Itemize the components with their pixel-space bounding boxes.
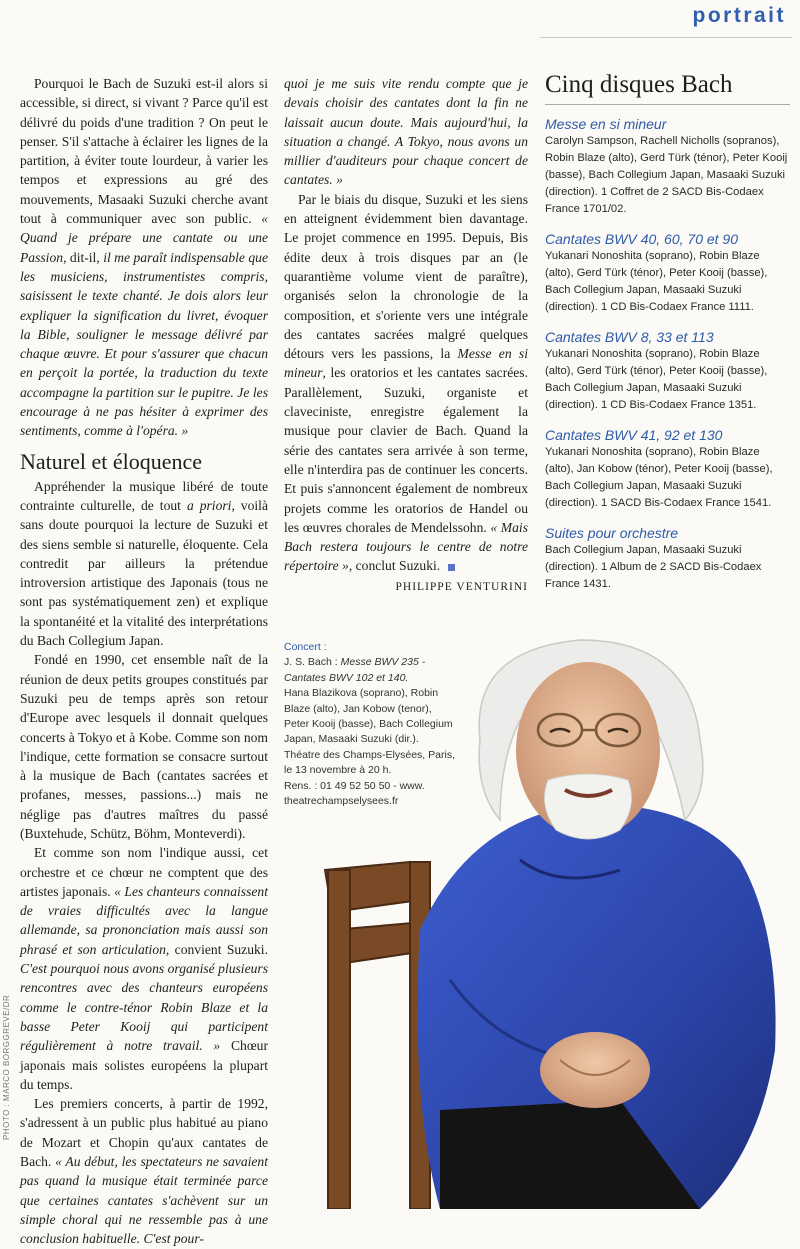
discography-box [545,70,790,605]
article-column-2 [284,74,528,597]
article-column-1 [20,74,268,1249]
hands [540,1032,650,1108]
disc-details: Bach Collegium Japan, Masaaki Suzuki (direction). 1 Album de 2 SACD Bis-Codaex France 1431. [545,544,762,590]
concert-work: J. S. Bach : Messe BWV 235 - Cantates BWV 102 et 140. [284,656,426,684]
disc-title: Cantates BWV 41, 92 et 130 [545,427,723,443]
photo-credit: PHOTO : MARCO BORGGREVE/DR [2,994,11,1140]
paragraph: Les premiers concerts, à partir de 1992, s'adressent à un public plus habitué au piano de Mozart et Chopin qu'aux cantates de Bach. « Au début, les spectateurs ne savaient pas quand la musique était terminée parce que certaines cantates s'achèvent sur un simple choral qui ne ressemble pas à une conclusion habituelle. C'est pour- [20,1096,268,1247]
disc-item [545,230,790,316]
disc-title: Cantates BWV 40, 60, 70 et 90 [545,231,739,247]
beard [544,774,631,839]
disc-title: Messe en si mineur [545,116,667,132]
paragraph: Appréhender la musique libéré de toute contrainte culturelle, de tout a priori, voilà sans doute pourquoi la lecture de Suzuki et des siens semble si naturelle, éloquente. Cela contredit par ailleurs la prétendue introversion artistique des Japonais (tous ne sont pas systématiquement zen) et explique la spontanéité et la vitalité des interprétations du Bach Collegium Japan. [20,478,268,649]
disc-details: Yukanari Nonoshita (soprano), Robin Blaze (alto), Gerd Türk (ténor), Peter Kooij (basse), Bach Collegium Japan, Masaaki Suzuki (direction). 1 CD Bis-Codaex France 1351. [545,348,768,411]
disc-title: Cantates BWV 8, 33 et 113 [545,329,714,345]
paragraph: quoi je me suis vite rendu compte que je devais choisir des cantates dont la fin ne laissait aucun doute. Mais aujourd'hui, la situation a changé. A Tokyo, nous avons un millier d'auditeurs pour chaque concert de cantates. » [284,76,528,188]
concert-venue: Théatre des Champs-Elysées, Paris, le 13 novembre à 20 h. [284,748,455,777]
end-mark [448,564,455,571]
subheading: Naturel et éloquence [20,448,203,474]
disc-details: Yukanari Nonoshita (soprano), Robin Blaze (alto), Jan Kobow (ténor), Peter Kooij (basse), Bach Collegium Japan, Masaaki Suzuki (direction). 1 SACD Bis-Codaex France 1541. [545,446,773,509]
discography-title: Cinq disques Bach [545,70,790,105]
disc-item [545,115,790,218]
concert-info [284,640,459,809]
disc-details: Carolyn Sampson, Rachell Nicholls (sopranos), Robin Blaze (alto), Gerd Türk (ténor), Peter Kooij (basse), Bach Collegium Japan, Masaaki Suzuki (direction). 1 Coffret de 2 SACD Bis-Codaex France 1701/02. [545,135,788,215]
disc-item [545,524,790,593]
concert-title: Concert : [284,641,327,653]
section-label: portrait [692,4,786,27]
disc-details: Yukanari Nonoshita (soprano), Robin Blaze (alto), Gerd Türk (ténor), Peter Kooij (basse), Bach Collegium Japan, Masaaki Suzuki (direction). 1 CD Bis-Codaex France 1111. [545,250,768,313]
paragraph: Fondé en 1990, cet ensemble naît de la réunion de deux petits groupes constitués par Suzuki peu de temps après son retour d'Europe avec lesquels il donnait quelques concerts à Tokyo et à Kobe. Comme son nom l'indique, cette formation se consacre surtout à la musique de Bach (cantates sacrées et profanes, messes, passions...) mais ne néglige pas d'autres maîtres du passé (Buxtehude, Schütz, Böhm, Monteverdi). [20,652,268,841]
paragraph: Par le biais du disque, Suzuki et les siens en atteignent évidemment bien davantage. Le projet commence en 1995. Depuis, Bis édite deux à trois disques par an (le quarantième volume vient de paraître), organisés selon la chronologie de la composition, et s'oriente vers une intégrale des cantates sacrées malgré quelques détours vers les passions, la Messe en si mineur, les oratorios et les cantates sacrées. Parallèlement, Suzuki, organiste et claveciniste, enregistre également la musique pour clavier de Bach. Quand la série des cantates sera arrivée à son terme, elle n'interdira pas de continuer les concerts. Et puis s'annoncent également de nombreux projets comme les oratorios de Handel ou les œuvres chorales de Mendelssohn. « Mais Bach restera toujours le centre de notre répertoire », conclut Suzuki. [284,191,528,574]
top-rule [540,37,792,38]
concert-contact: Rens. : 01 49 52 50 50 - www. theatrechampselysees.fr [284,779,425,808]
paragraph: Pourquoi le Bach de Suzuki est-il alors si accessible, si direct, si vivant ? Parce qu'il est délivré du poids d'une tradition ? On peut le penser. S'il s'attache à éclairer les lignes de la partition, à éviter toute lourdeur, à varier les tempos et expressions au gré des mouvements, Masaaki Suzuki cherche avant tout à communiquer avec son public. « Quand je prépare une cantate ou une Passion, dit-il, il me paraît indispensable que les musiciens, instrumentistes compris, saisissent le texte chanté. Je dois alors leur expliquer la signification du livret, évoquer la Bible, souligner le message délivré par chaque œuvre. Et pour s'assurer que chacun en perçoit la portée, la traduction du texte accompagne la partition sur le pupitre. Je les encourage à ne pas hésiter à exprimer des sentiments, comme à l'opéra. » [20,76,268,439]
disc-item [545,426,790,512]
concert-performers: Hana Blazikova (soprano), Robin Blaze (alto), Jan Kobow (tenor), Peter Kooij (basse), Bach Collegium Japan, Masaaki Suzuki (dir.). [284,687,453,746]
author-signature: PHILIPPE VENTURINI [395,580,528,593]
paragraph: Et comme son nom l'indique aussi, cet orchestre et ce chœur ne comptent que des artistes japonais. « Les chanteurs connaissent de vraies difficultés avec la langue allemande, sa prononciation mais aussi son phrasé et son articulation, convient Suzuki. C'est pourquoi nous avons organisé plusieurs rencontres avec des chanteurs européens comme le contre-ténor Robin Blaze et la basse Peter Kooij qui participent régulièrement à notre travail. » Chœur japonais mais solistes européens la plupart du temps. [20,845,268,1092]
disc-item [545,328,790,414]
disc-title: Suites pour orchestre [545,525,679,541]
